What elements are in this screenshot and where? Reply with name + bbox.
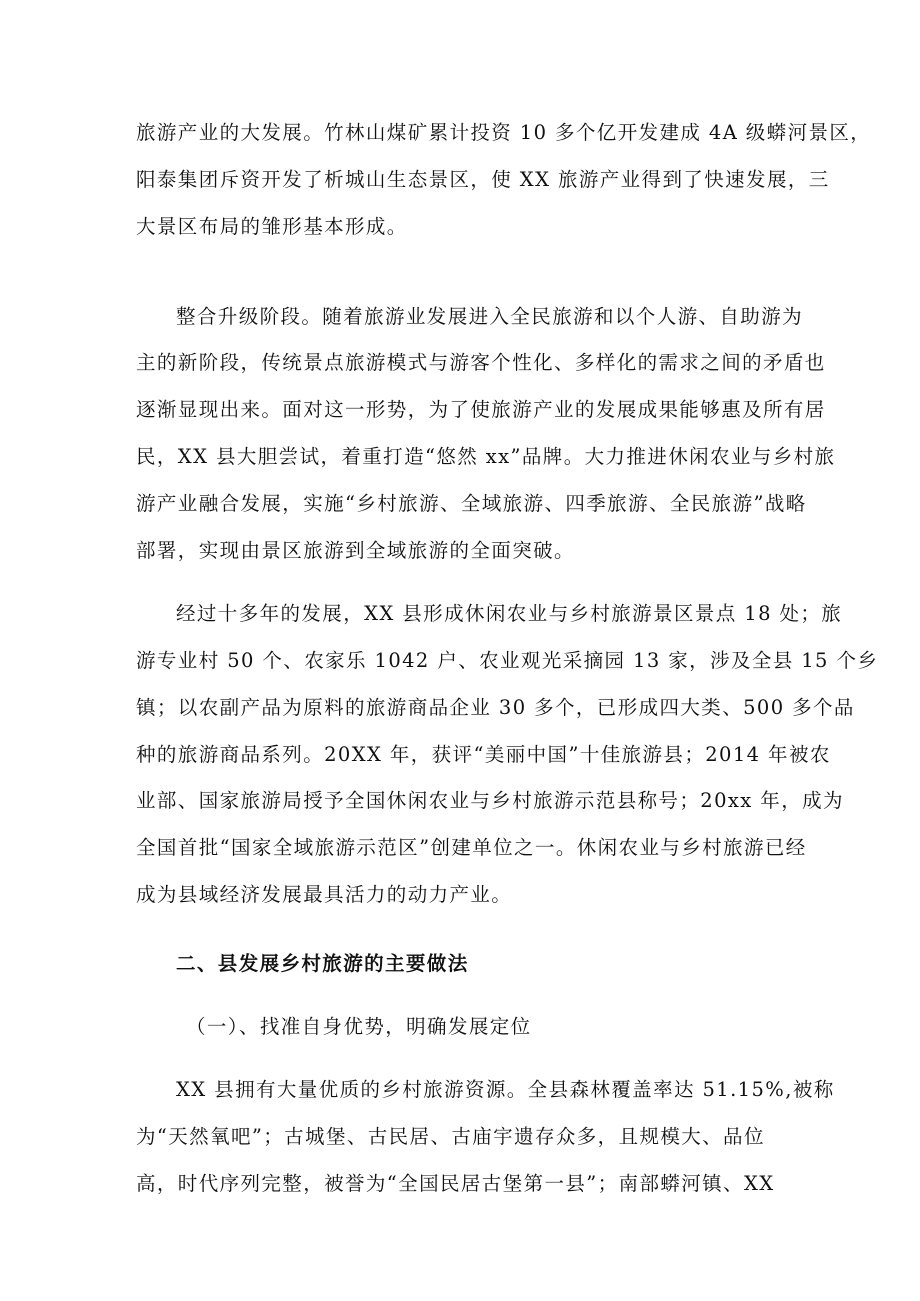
- paragraph-2-line-2: 主的新阶段，传统景点旅游模式与游客个性化、多样化的需求之间的矛盾也: [136, 351, 826, 374]
- paragraph-4-line-3: 高，时代序列完整，被誉为“全国民居古堡第一县”；南部蟒河镇、XX: [136, 1172, 775, 1195]
- paragraph-3-line-2: 游专业村 50 个、农家乐 1042 户、农业观光采摘园 13 家，涉及全县 15 个乡: [136, 649, 879, 672]
- paragraph-3-line-4: 种的旅游商品系列。20XX 年，获评“美丽中国”十佳旅游县；2014 年被农: [136, 743, 831, 766]
- paragraph-1-line-2: 阳泰集团斥资开发了析城山生态景区，使 XX 旅游产业得到了快速发展，三: [136, 168, 830, 191]
- paragraph-2-line-6: 部署，实现由景区旅游到全域旅游的全面突破。: [136, 539, 575, 562]
- paragraph-2-line-3: 逐渐显现出来。面对这一形势，为了使旅游产业的发展成果能够惠及所有居: [136, 398, 826, 421]
- paragraph-2-line-4: 民，XX 县大胆尝试，着重打造“悠然 xx”品牌。大力推进休闲农业与乡村旅: [136, 445, 836, 468]
- section-heading: 二、县发展乡村旅游的主要做法: [176, 952, 469, 975]
- paragraph-4-line-2: 为“天然氧吧”；古城堡、古民居、古庙宇遗存众多，且规模大、品位: [136, 1125, 765, 1148]
- paragraph-2-line-5: 游产业融合发展，实施“乡村旅游、全域旅游、四季旅游、全民旅游”战略: [136, 492, 807, 515]
- paragraph-4-line-1: XX 县拥有大量优质的乡村旅游资源。全县森林覆盖率达 51.15%,被称: [176, 1078, 835, 1101]
- paragraph-1-line-3: 大景区布局的雏形基本形成。: [136, 215, 408, 238]
- paragraph-3-line-7: 成为县域经济发展最具活力的动力产业。: [136, 883, 513, 906]
- paragraph-3-line-3: 镇；以农副产品为原料的旅游商品企业 30 多个，已形成四大类、500 多个品: [136, 696, 855, 719]
- paragraph-3-line-5: 业部、国家旅游局授予全国休闲农业与乡村旅游示范县称号；20xx 年，成为: [136, 789, 844, 812]
- subsection-heading: （一）、找准自身优势，明确发展定位: [186, 1015, 532, 1038]
- paragraph-3-line-6: 全国首批“国家全域旅游示范区”创建单位之一。休闲农业与乡村旅游已经: [136, 836, 807, 859]
- paragraph-3-line-1: 经过十多年的发展，XX 县形成休闲农业与乡村旅游景区景点 18 处；旅: [176, 602, 843, 625]
- paragraph-2-line-1: 整合升级阶段。随着旅游业发展进入全民旅游和以个人游、自助游为: [176, 305, 804, 328]
- paragraph-1-line-1: 旅游产业的大发展。竹林山煤矿累计投资 10 多个亿开发建成 4A 级蟒河景区，: [136, 121, 872, 144]
